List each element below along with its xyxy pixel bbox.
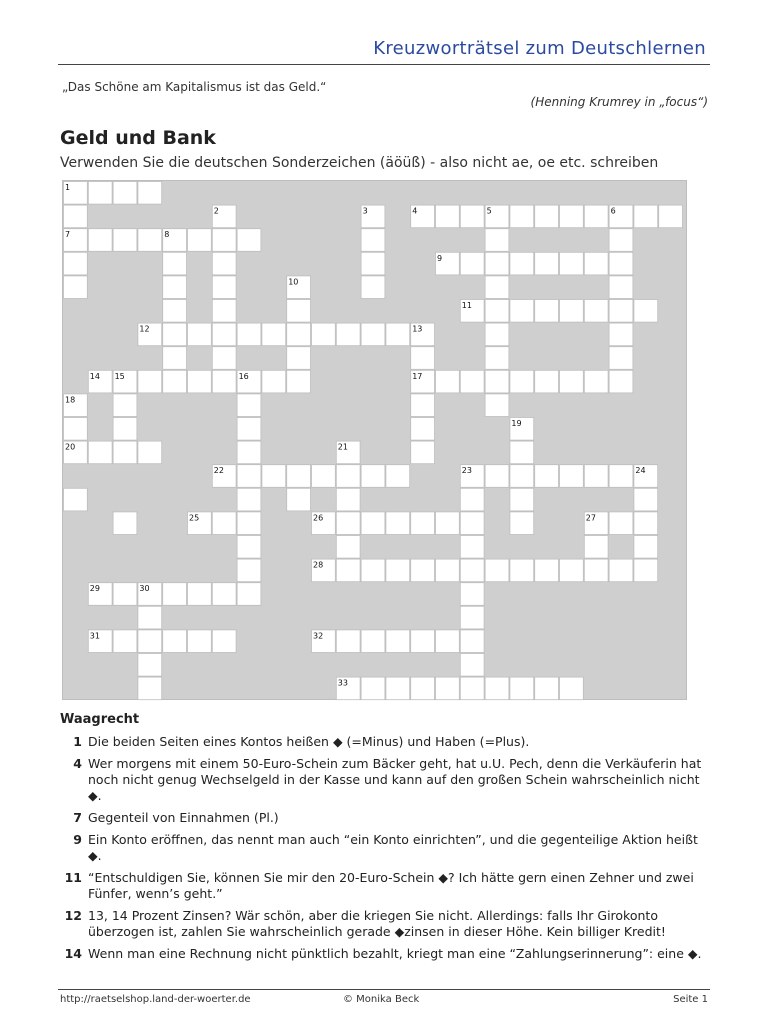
crossword-cell[interactable] (113, 512, 137, 535)
clue-number-label: 26 (313, 513, 324, 523)
clue-number-label: 16 (238, 371, 249, 381)
crossword-cell[interactable] (237, 512, 261, 535)
crossword-cell[interactable] (485, 465, 509, 488)
crossword-cell[interactable] (287, 300, 311, 323)
clue-text: 13, 14 Prozent Zinsen? Wär schön, aber die kriegen Sie nicht. Allerdings: falls Ihr Girokonto überzogen ist, zahlen Sie wahrscheinlich gerade ◆zinsen in dieser Höhe. Kein billiger Kredit! (88, 908, 666, 939)
crossword-cell[interactable] (188, 370, 212, 393)
crossword-svg (63, 181, 688, 701)
clue-number: 14 (64, 946, 82, 961)
clue-11 (60, 870, 710, 902)
crossword-cell[interactable] (460, 583, 484, 606)
crossword-cell[interactable] (411, 677, 435, 700)
crossword-cell[interactable] (163, 347, 187, 370)
crossword-cell[interactable] (212, 512, 236, 535)
crossword-cell[interactable] (510, 370, 534, 393)
crossword-cell[interactable] (460, 370, 484, 393)
clue-number-label: 22 (213, 466, 224, 476)
crossword-cell[interactable] (138, 606, 162, 629)
crossword-cell[interactable] (237, 488, 261, 511)
clue-number-label: 20 (65, 442, 76, 452)
crossword-cell[interactable] (609, 347, 633, 370)
crossword-cell[interactable] (212, 347, 236, 370)
crossword-cell[interactable] (560, 252, 584, 275)
crossword-cell[interactable] (584, 300, 608, 323)
crossword-cell[interactable] (609, 559, 633, 582)
crossword-cell[interactable] (138, 630, 162, 653)
crossword-cell[interactable] (584, 559, 608, 582)
crossword-cell[interactable] (411, 630, 435, 653)
clue-number: 11 (64, 870, 82, 885)
crossword-cell[interactable] (212, 583, 236, 606)
crossword-cell[interactable] (510, 300, 534, 323)
crossword-cell[interactable] (485, 394, 509, 417)
crossword-cell[interactable] (188, 323, 212, 346)
crossword-cell[interactable] (460, 677, 484, 700)
crossword-cell[interactable] (163, 630, 187, 653)
quote-text: „Das Schöne am Kapitalismus ist das Geld.“ (62, 80, 327, 94)
clue-text: Die beiden Seiten eines Kontos heißen ◆ (=Minus) und Haben (=Plus). (88, 734, 530, 749)
clue-14 (60, 946, 710, 962)
crossword-cell[interactable] (386, 677, 410, 700)
crossword-cell[interactable] (237, 465, 261, 488)
crossword-cell[interactable] (138, 370, 162, 393)
crossword-cell[interactable] (634, 488, 658, 511)
clue-text: “Entschuldigen Sie, können Sie mir den 20-Euro-Schein ◆? Ich hätte gern einen Zehner und zwei Fünfer, wenn’s geht.” (88, 870, 694, 901)
crossword-cell[interactable] (88, 441, 112, 464)
crossword-cell[interactable] (436, 205, 460, 228)
crossword-cell[interactable] (138, 654, 162, 677)
crossword-cell[interactable] (163, 276, 187, 299)
crossword-cell[interactable] (287, 465, 311, 488)
crossword-cell[interactable] (485, 252, 509, 275)
clue-number-label: 3 (362, 206, 368, 216)
crossword-cell[interactable] (411, 394, 435, 417)
crossword-cell[interactable] (609, 300, 633, 323)
clue-number: 7 (73, 810, 82, 825)
clue-number-label: 15 (114, 371, 125, 381)
crossword-cell[interactable] (485, 323, 509, 346)
clue-number-label: 8 (164, 230, 170, 240)
crossword-cell[interactable] (510, 559, 534, 582)
crossword-cell[interactable] (460, 559, 484, 582)
clue-number-label: 29 (89, 584, 100, 594)
crossword-cell[interactable] (485, 347, 509, 370)
crossword-cell[interactable] (212, 252, 236, 275)
clue-number-label: 7 (65, 230, 71, 240)
crossword-cell[interactable] (113, 441, 137, 464)
crossword-cell[interactable] (113, 418, 137, 441)
crossword-cell[interactable] (560, 559, 584, 582)
clue-text: Gegenteil von Einnahmen (Pl.) (88, 810, 279, 825)
crossword-cell[interactable] (584, 205, 608, 228)
crossword-cell[interactable] (535, 252, 559, 275)
crossword-cell[interactable] (609, 370, 633, 393)
crossword-cell[interactable] (609, 276, 633, 299)
crossword-cell[interactable] (386, 512, 410, 535)
crossword-cell[interactable] (436, 677, 460, 700)
clue-number-label: 28 (313, 560, 324, 570)
clue-number-label: 10 (288, 277, 299, 287)
clue-number: 9 (73, 832, 82, 847)
crossword-cell[interactable] (560, 300, 584, 323)
crossword-cell[interactable] (535, 559, 559, 582)
clue-number-label: 30 (139, 584, 150, 594)
header-divider (58, 64, 710, 65)
clue-number-label: 31 (89, 631, 100, 641)
crossword-cell[interactable] (212, 370, 236, 393)
crossword-cell[interactable] (609, 465, 633, 488)
clue-text: Ein Konto eröffnen, das nennt man auch “ein Konto einrichten”, und die gegenteilige Aktion heißt ◆. (88, 832, 698, 863)
clue-number-label: 14 (89, 371, 100, 381)
crossword-cell[interactable] (510, 512, 534, 535)
crossword-cell[interactable] (386, 630, 410, 653)
crossword-cell[interactable] (212, 323, 236, 346)
crossword-cell[interactable] (460, 252, 484, 275)
footer-page-number: Seite 1 (673, 994, 708, 1005)
footer-divider (58, 989, 710, 990)
crossword-cell[interactable] (609, 229, 633, 252)
crossword-cell[interactable] (361, 512, 385, 535)
crossword-cell[interactable] (460, 488, 484, 511)
crossword-cell[interactable] (287, 347, 311, 370)
crossword-cell[interactable] (64, 252, 88, 275)
clue-9 (60, 832, 710, 864)
crossword-cell[interactable] (584, 370, 608, 393)
crossword-cell[interactable] (460, 536, 484, 559)
crossword-cell[interactable] (237, 323, 261, 346)
crossword-cell[interactable] (88, 229, 112, 252)
crossword-cell[interactable] (212, 229, 236, 252)
crossword-cell[interactable] (336, 559, 360, 582)
crossword-cell[interactable] (212, 276, 236, 299)
crossword-cell[interactable] (336, 512, 360, 535)
crossword-cell[interactable] (659, 205, 683, 228)
crossword-cell[interactable] (138, 441, 162, 464)
crossword-cell[interactable] (485, 229, 509, 252)
crossword-cell[interactable] (609, 512, 633, 535)
crossword-cell[interactable] (609, 323, 633, 346)
crossword-cell[interactable] (386, 323, 410, 346)
crossword-cell[interactable] (237, 441, 261, 464)
crossword-cell[interactable] (460, 630, 484, 653)
crossword-cell[interactable] (411, 418, 435, 441)
crossword-cell[interactable] (634, 300, 658, 323)
crossword-cell[interactable] (535, 677, 559, 700)
crossword-cell[interactable] (163, 370, 187, 393)
crossword-cell[interactable] (510, 441, 534, 464)
crossword-cell[interactable] (361, 630, 385, 653)
crossword-cell[interactable] (237, 559, 261, 582)
crossword-cell[interactable] (361, 559, 385, 582)
crossword-cell[interactable] (188, 630, 212, 653)
clue-number-label: 25 (189, 513, 200, 523)
clue-number: 1 (73, 734, 82, 749)
crossword-cell[interactable] (336, 488, 360, 511)
crossword-cell[interactable] (113, 583, 137, 606)
crossword-cell[interactable] (460, 205, 484, 228)
crossword-cell[interactable] (634, 536, 658, 559)
crossword-cell[interactable] (485, 276, 509, 299)
crossword-cell[interactable] (212, 300, 236, 323)
clue-number-label: 18 (65, 395, 76, 405)
crossword-cell[interactable] (510, 488, 534, 511)
crossword-cell[interactable] (584, 252, 608, 275)
clue-number-label: 17 (412, 371, 423, 381)
clue-number: 12 (64, 908, 82, 923)
crossword-cell[interactable] (312, 323, 336, 346)
crossword-cell[interactable] (386, 465, 410, 488)
crossword-cell[interactable] (64, 418, 88, 441)
crossword-cell[interactable] (436, 630, 460, 653)
crossword-cell[interactable] (237, 229, 261, 252)
clue-number-label: 2 (213, 206, 219, 216)
crossword-cell[interactable] (609, 252, 633, 275)
crossword-cell[interactable] (560, 465, 584, 488)
clue-1 (60, 734, 710, 750)
clue-number-label: 12 (139, 324, 150, 334)
clue-7 (60, 810, 710, 826)
clue-text: Wenn man eine Rechnung nicht pünktlich bezahlt, kriegt man eine “Zahlungserinnerung”: eine ◆. (88, 946, 702, 961)
crossword-cell[interactable] (163, 583, 187, 606)
crossword-cell[interactable] (510, 465, 534, 488)
clue-number-label: 21 (337, 442, 348, 452)
crossword-cell[interactable] (361, 323, 385, 346)
crossword-cell[interactable] (64, 488, 88, 511)
clue-4 (60, 756, 710, 804)
crossword-cell[interactable] (113, 182, 137, 205)
clue-number-label: 6 (610, 206, 616, 216)
clue-number-label: 33 (337, 678, 348, 688)
crossword-cell[interactable] (262, 323, 286, 346)
crossword-cell[interactable] (411, 559, 435, 582)
crossword-cell[interactable] (287, 370, 311, 393)
crossword-cell[interactable] (436, 512, 460, 535)
crossword-cell[interactable] (163, 300, 187, 323)
crossword-cell[interactable] (237, 583, 261, 606)
crossword-cell[interactable] (237, 418, 261, 441)
crossword-cell[interactable] (535, 300, 559, 323)
across-heading: Waagrecht (60, 712, 140, 727)
puzzle-title: Geld und Bank (60, 127, 216, 149)
clue-number-label: 24 (635, 466, 646, 476)
crossword-cell[interactable] (287, 488, 311, 511)
crossword-cell[interactable] (336, 323, 360, 346)
crossword-cell[interactable] (485, 370, 509, 393)
crossword-cell[interactable] (510, 252, 534, 275)
crossword-cell[interactable] (237, 536, 261, 559)
crossword-cell[interactable] (634, 205, 658, 228)
crossword-cell[interactable] (138, 229, 162, 252)
crossword-cell[interactable] (262, 465, 286, 488)
crossword-cell[interactable] (237, 394, 261, 417)
crossword-cell[interactable] (535, 370, 559, 393)
crossword-cell[interactable] (584, 465, 608, 488)
crossword-cell[interactable] (460, 606, 484, 629)
crossword-cell[interactable] (460, 654, 484, 677)
crossword-cell[interactable] (336, 536, 360, 559)
quote-source: (Henning Krumrey in „focus“) (530, 95, 708, 109)
crossword-cell[interactable] (188, 229, 212, 252)
crossword-cell[interactable] (64, 276, 88, 299)
crossword-cell[interactable] (436, 559, 460, 582)
clue-number-label: 11 (461, 301, 472, 310)
crossword-cell[interactable] (138, 677, 162, 700)
puzzle-instruction: Verwenden Sie die deutschen Sonderzeichen (äöüß) - also nicht ae, oe etc. schreiben (60, 155, 659, 171)
clue-12 (60, 908, 710, 940)
crossword-cell[interactable] (361, 276, 385, 299)
page-header-title: Kreuzworträtsel zum Deutschlernen (373, 38, 706, 59)
crossword-grid (62, 180, 687, 700)
crossword-cell[interactable] (113, 630, 137, 653)
crossword-cell[interactable] (163, 323, 187, 346)
crossword-cell[interactable] (485, 677, 509, 700)
crossword-cell[interactable] (361, 677, 385, 700)
crossword-cell[interactable] (113, 229, 137, 252)
clue-number-label: 19 (511, 419, 522, 428)
crossword-cell[interactable] (64, 205, 88, 228)
clue-number-label: 27 (585, 513, 596, 523)
crossword-cell[interactable] (188, 583, 212, 606)
crossword-cell[interactable] (262, 370, 286, 393)
crossword-cell[interactable] (436, 370, 460, 393)
clue-number-label: 23 (461, 466, 472, 476)
crossword-cell[interactable] (584, 536, 608, 559)
crossword-cell[interactable] (535, 465, 559, 488)
crossword-cell[interactable] (336, 630, 360, 653)
crossword-cell[interactable] (510, 677, 534, 700)
crossword-cell[interactable] (386, 559, 410, 582)
crossword-cell[interactable] (411, 512, 435, 535)
crossword-cell[interactable] (287, 323, 311, 346)
crossword-cell[interactable] (361, 229, 385, 252)
crossword-cell[interactable] (634, 512, 658, 535)
crossword-cell[interactable] (560, 205, 584, 228)
clue-number-label: 1 (65, 183, 71, 192)
crossword-cell[interactable] (88, 182, 112, 205)
crossword-cell[interactable] (510, 205, 534, 228)
clue-number-label: 13 (412, 324, 423, 334)
crossword-cell[interactable] (560, 677, 584, 700)
across-clue-list (60, 734, 710, 968)
clue-number-label: 4 (412, 206, 418, 216)
crossword-cell[interactable] (485, 559, 509, 582)
crossword-cell[interactable] (113, 394, 137, 417)
crossword-cell[interactable] (361, 465, 385, 488)
clue-number-label: 5 (486, 206, 492, 216)
crossword-cell[interactable] (560, 370, 584, 393)
crossword-cell[interactable] (411, 347, 435, 370)
crossword-cell[interactable] (634, 559, 658, 582)
crossword-cell[interactable] (460, 512, 484, 535)
clue-number: 4 (73, 756, 82, 771)
clue-number-label: 9 (437, 253, 443, 263)
crossword-cell[interactable] (361, 252, 385, 275)
crossword-cell[interactable] (336, 465, 360, 488)
crossword-cell[interactable] (138, 182, 162, 205)
crossword-cell[interactable] (163, 252, 187, 275)
crossword-cell[interactable] (212, 630, 236, 653)
crossword-cell[interactable] (312, 465, 336, 488)
crossword-cell[interactable] (485, 300, 509, 323)
clue-number-label: 32 (313, 631, 324, 641)
crossword-cell[interactable] (411, 441, 435, 464)
clue-text: Wer morgens mit einem 50-Euro-Schein zum Bäcker geht, hat u.U. Pech, denn die Verkäuferin hat noch nicht genug Wechselgeld in der Kasse und kann auf den großen Schein wahrscheinlich nicht ◆. (88, 756, 702, 803)
footer-url: http://raetselshop.land-der-woerter.de (60, 994, 251, 1005)
footer-copyright: © Monika Beck (343, 994, 420, 1005)
crossword-cell[interactable] (535, 205, 559, 228)
